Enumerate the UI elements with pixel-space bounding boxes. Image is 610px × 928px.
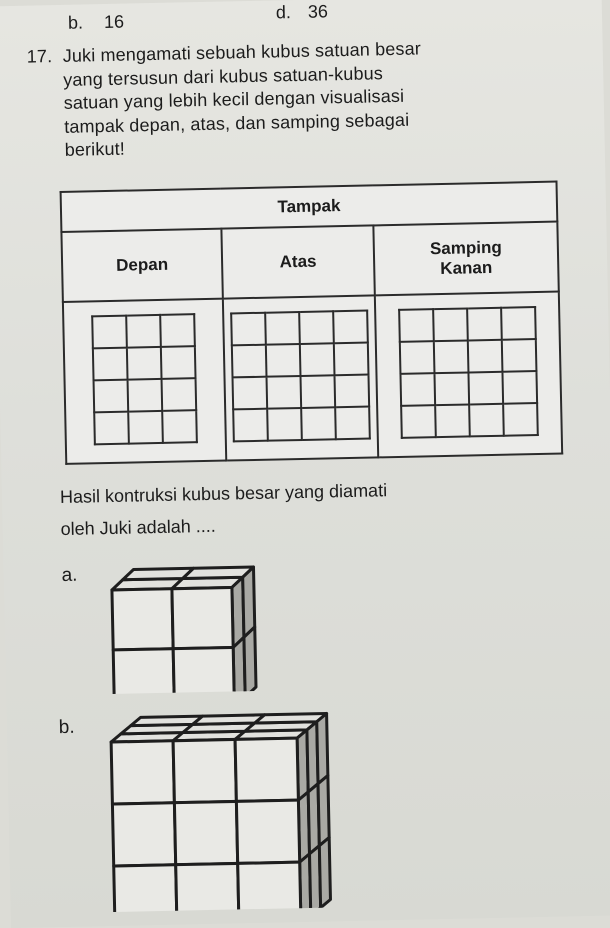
grid-cell xyxy=(233,376,268,409)
cube-side-face xyxy=(318,775,329,845)
option-d-label: d. xyxy=(275,2,292,23)
question-text xyxy=(63,37,424,162)
choice-a-label: a. xyxy=(61,564,78,587)
answer-prompt xyxy=(60,474,388,545)
grid-cell xyxy=(401,405,436,438)
right-side-view-grid xyxy=(398,306,539,439)
grid-cell xyxy=(93,347,128,380)
option-d-value: 36 xyxy=(307,1,329,22)
grid-cell xyxy=(266,343,301,376)
cube-front-face xyxy=(174,801,237,864)
grid-cell xyxy=(502,339,537,372)
right-side-view-cell xyxy=(375,292,562,458)
top-view-grid xyxy=(230,309,371,442)
cube-front-face xyxy=(238,862,301,912)
grid-cell xyxy=(161,346,196,379)
choice-b-cube[interactable] xyxy=(96,707,360,912)
grid-cell xyxy=(433,308,468,341)
question-line: Juki mengamati sebuah kubus satuan besar xyxy=(62,38,422,66)
grid-cell xyxy=(434,372,469,405)
grid-cell xyxy=(301,407,336,440)
grid-cell xyxy=(334,342,369,375)
grid-cell xyxy=(232,344,267,377)
cube-front-face xyxy=(112,589,173,650)
answer-prompt-line: Hasil kontruksi kubus besar yang diamati xyxy=(59,480,388,508)
grid-cell xyxy=(94,379,129,412)
grid-cell xyxy=(400,373,435,406)
question-line: yang tersusun dari kubus satuan-kubus xyxy=(63,62,384,90)
grid-cell xyxy=(92,315,127,348)
tampak-header: Tampak xyxy=(61,182,558,232)
grid-cell xyxy=(502,371,537,404)
grid-cell xyxy=(128,410,163,443)
grid-cell xyxy=(267,407,302,440)
grid-cell xyxy=(162,410,197,443)
depan-label: Depan xyxy=(61,229,222,302)
samping-word: Samping xyxy=(429,237,502,259)
question-line: berikut! xyxy=(64,138,126,160)
cube-side-face xyxy=(317,714,328,784)
choice-a-cube[interactable] xyxy=(99,560,282,694)
grid-cell xyxy=(233,408,268,441)
grid-cell xyxy=(300,375,335,408)
grid-cell xyxy=(467,307,502,340)
kanan-word: Kanan xyxy=(440,257,493,279)
grid-cell xyxy=(335,406,370,439)
cube-front-face xyxy=(173,647,234,694)
samping-kanan-label xyxy=(373,222,558,296)
question-number: 17. xyxy=(26,46,53,67)
grid-cell xyxy=(435,404,470,437)
cube-front-face xyxy=(114,865,177,913)
choice-b-label: b. xyxy=(58,716,75,739)
question-line: tampak depan, atas, dan samping sebagai xyxy=(64,109,410,137)
grid-cell xyxy=(501,307,536,340)
grid-cell xyxy=(399,309,434,342)
grid-cell xyxy=(503,403,538,436)
cube-front-face xyxy=(236,800,299,863)
views-table xyxy=(60,181,564,465)
grid-cell xyxy=(128,378,163,411)
grid-cell xyxy=(334,374,369,407)
cube-front-face xyxy=(112,803,175,866)
option-b-label: b. xyxy=(67,12,84,33)
cube-side-face xyxy=(319,837,330,907)
grid-cell xyxy=(299,311,334,344)
answer-prompt-line: oleh Juki adalah .... xyxy=(60,515,216,540)
front-view-cell xyxy=(63,299,226,464)
grid-cell xyxy=(400,341,435,374)
grid-cell xyxy=(469,403,504,436)
grid-cell xyxy=(265,311,300,344)
cube-side-face xyxy=(244,627,256,694)
cube-front-face xyxy=(173,739,236,802)
front-view-grid xyxy=(91,313,198,445)
cube-front-face xyxy=(113,649,174,694)
grid-cell xyxy=(333,310,368,343)
grid-cell xyxy=(266,375,301,408)
top-view-cell xyxy=(223,295,378,460)
grid-cell xyxy=(94,411,129,444)
cube-front-face xyxy=(235,738,298,801)
grid-cell xyxy=(300,343,335,376)
grid-cell xyxy=(231,312,266,345)
grid-cell xyxy=(434,340,469,373)
atas-label: Atas xyxy=(221,225,374,298)
grid-cell xyxy=(468,339,503,372)
grid-cell xyxy=(160,314,195,347)
question-line: satuan yang lebih kecil dengan visualisasi xyxy=(63,85,405,113)
grid-cell xyxy=(468,371,503,404)
grid-cell xyxy=(126,314,161,347)
grid-cell xyxy=(162,378,197,411)
grid-cell xyxy=(127,346,162,379)
option-b-value: 16 xyxy=(103,11,125,33)
cube-front-face xyxy=(176,863,239,912)
cube-front-face xyxy=(111,741,174,804)
cube-front-face xyxy=(172,587,233,648)
